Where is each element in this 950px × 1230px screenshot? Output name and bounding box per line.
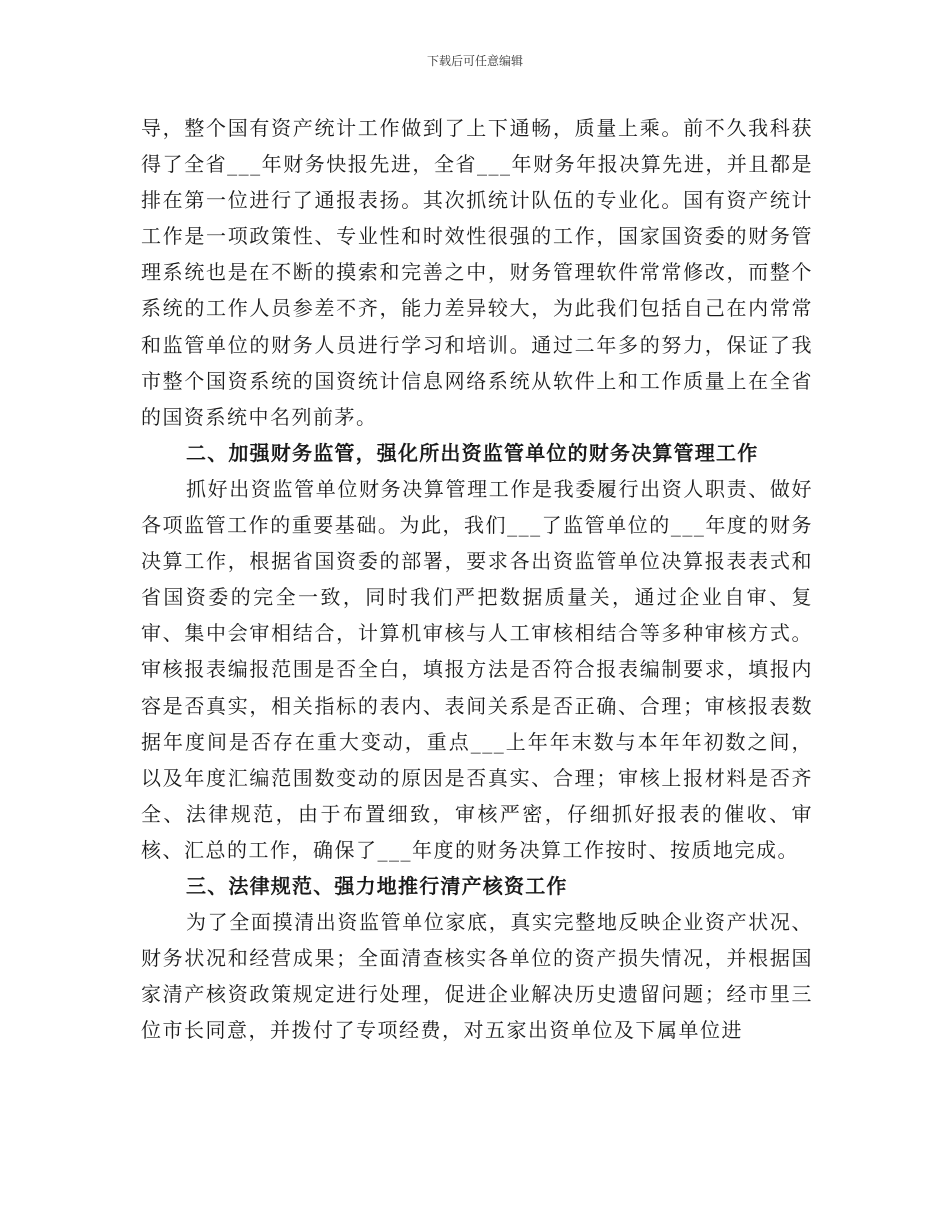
paragraph-asset-verification: 为了全面摸清出资监管单位家底，真实完整地反映企业资产状况、财务状况和经营成果；全面清查核实各单位的资产损失情况，并根据国家清产核资政策规定进行处理，促进企业解决历史遗留问题；经市里三位市长同意，并拨付了专项经费，对五家出资单位及下属单位进 xyxy=(141,910,813,1043)
paragraph-statistics-work: 导，整个国有资产统计工作做到了上下通畅，质量上乘。前不久我科获得了全省___年财务快报先进，全省___年财务年报决算先进，并且都是排在第一位进行了通报表扬。其次抓统计队伍的专业化。国有资产统计工作是一项政策性、专业性和时效性很强的工作，国家国资委的财务管理系统也是在不断的摸索和完善之中，财务管理软件常常修改，而整个系统的工作人员参差不齐，能力差异较大，为此我们包括自己在内常常和监管单位的财务人员进行学习和培训。通过二年多的努力，保证了我市整个国资系统的国资统计信息网络系统从软件上和工作质量上在全省的国资系统中名列前茅。 xyxy=(141,116,813,429)
page-header: 下载后可任意编辑 xyxy=(426,54,523,68)
section-heading-financial-supervision: 二、加强财务监管，强化所出资监管单位的财务决算管理工作 xyxy=(186,440,759,465)
paragraph-financial-audit: 抓好出资监管单位财务决算管理工作是我委履行出资人职责、做好各项监管工作的重要基础。为此，我们___了监管单位的___年度的财务决算工作，根据省国资委的部署，要求各出资监管单位决算报表表式和省国资委的完全一致，同时我们严把数据质量关，通过企业自审、复审、集中会审相结合，计算机审核与人工审核相结合等多种审核方式。审核报表编报范围是否全白，填报方法是否符合报表编制要求，填报内容是否真实，相关指标的表内、表间关系是否正确、合理；审核报表数据年度间是否存在重大变动，重点___上年年末数与本年年初数之间，以及年度汇编范围数变动的原因是否真实、合理；审核上报材料是否齐全、法律规范，由于布置细致，审核严密，仔细抓好报表的催收、审核、汇总的工作，确保了___年度的财务决算工作按时、按质地完成。 xyxy=(141,476,813,862)
section-heading-asset-verification: 三、法律规范、强力地推行清产核资工作 xyxy=(186,873,568,898)
document-body xyxy=(141,110,813,1048)
